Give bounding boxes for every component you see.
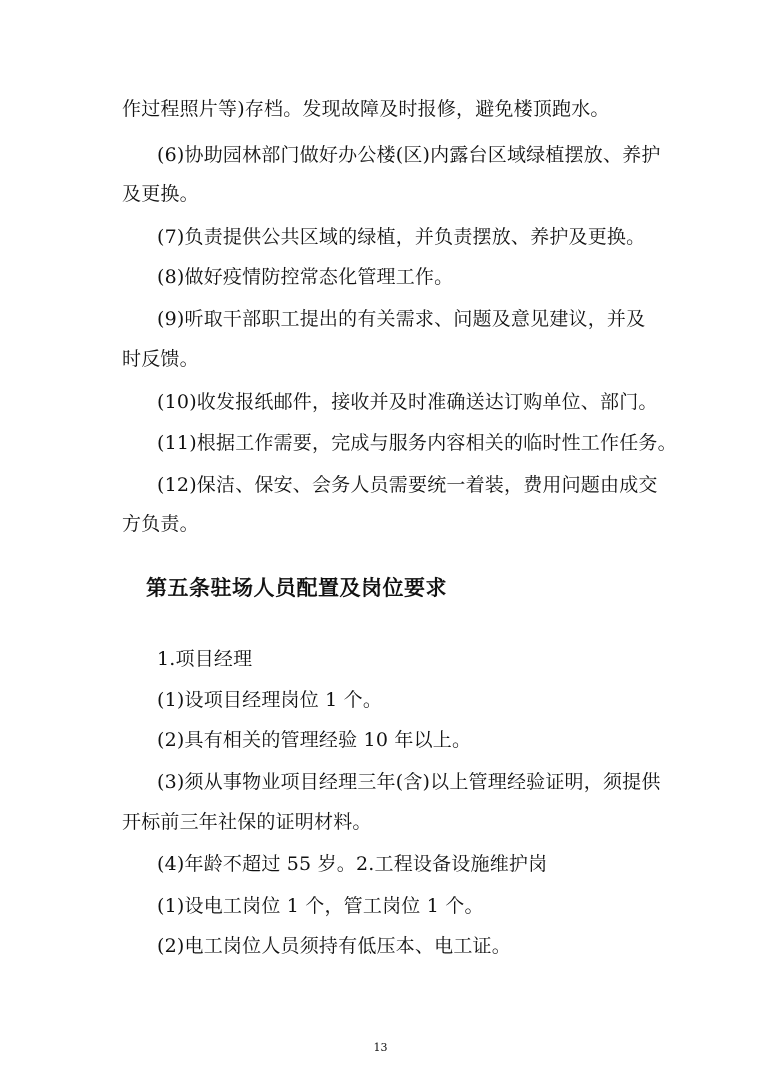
paragraph-line: 时反馈。 (122, 348, 199, 370)
paragraph-line: 及更换。 (122, 183, 199, 205)
section-line: (2)电工岗位人员须持有低压本、电工证。 (157, 935, 511, 957)
paragraph-line: (8)做好疫情防控常态化管理工作。 (157, 266, 454, 288)
paragraph-line: (11)根据工作需要，完成与服务内容相关的临时性工作任务。 (157, 432, 677, 454)
section-line: (2)具有相关的管理经验 10 年以上。 (157, 729, 472, 751)
section-line: (4)年龄不超过 55 岁。2.工程设备设施维护岗 (157, 853, 548, 875)
paragraph-line: (10)收发报纸邮件，接收并及时准确送达订购单位、部门。 (157, 391, 658, 413)
section-line: (3)须从事物业项目经理三年(含)以上管理经验证明，须提供 (157, 771, 661, 793)
paragraph-line: 方负责。 (122, 513, 199, 535)
paragraph-line: (12)保洁、保安、会务人员需要统一着装，费用问题由成交 (157, 474, 658, 496)
page-number: 13 (373, 1041, 388, 1054)
section-heading: 第五条驻场人员配置及岗位要求 (146, 576, 447, 600)
paragraph-line: (6)协助园林部门做好办公楼(区)内露台区域绿植摆放、养护 (157, 144, 661, 166)
section-line: 开标前三年社保的证明材料。 (122, 811, 372, 833)
section-line: (1)设电工岗位 1 个，管工岗位 1 个。 (157, 895, 484, 917)
section-line: 1.项目经理 (157, 648, 253, 670)
section-line: (1)设项目经理岗位 1 个。 (157, 689, 383, 711)
paragraph-line: (7)负责提供公共区域的绿植，并负责摆放、养护及更换。 (157, 226, 646, 248)
paragraph-line: (9)听取干部职工提出的有关需求、问题及意见建议，并及 (157, 308, 646, 330)
paragraph-line: 作过程照片等)存档。发现故障及时报修，避免楼顶跑水。 (122, 98, 610, 120)
